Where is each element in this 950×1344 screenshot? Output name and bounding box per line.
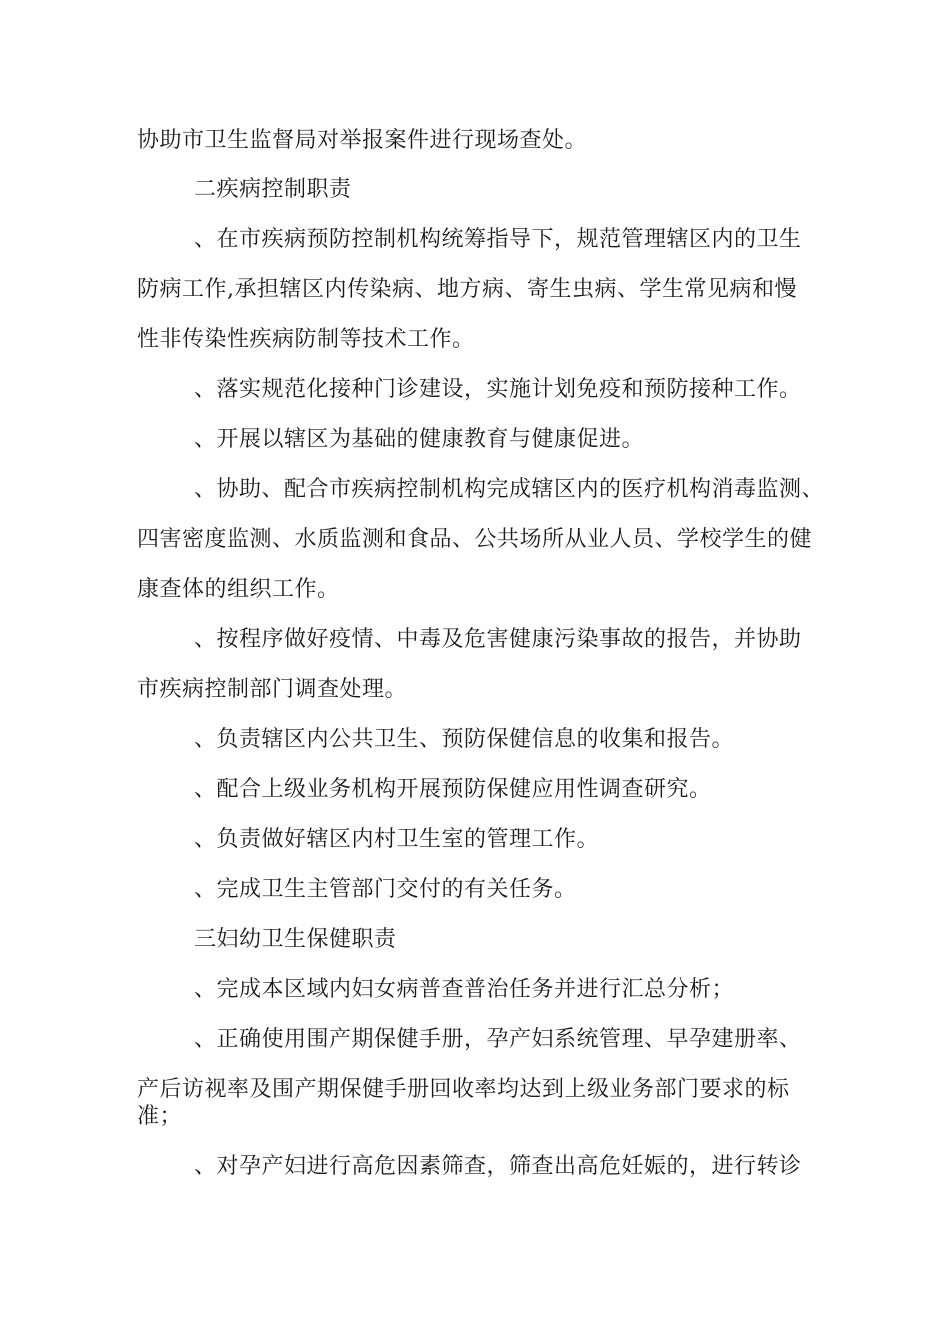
text-line: 四害密度监测、水质监测和食品、公共场所从业人员、学校学生的健	[137, 527, 813, 552]
text-line: 、落实规范化接种门诊建设，实施计划免疫和预防接种工作。	[194, 377, 802, 402]
text-line: 、按程序做好疫情、中毒及危害健康污染事故的报告，并协助	[194, 627, 802, 652]
text-line: 、负责做好辖区内村卫生室的管理工作。	[194, 827, 600, 852]
section-heading: 二疾病控制职责	[194, 177, 352, 202]
text-line: 产后访视率及围产期保健手册回收率均达到上级业务部门要求的标	[137, 1077, 790, 1102]
text-line: 、配合上级业务机构开展预防保健应用性调查研究。	[194, 777, 712, 802]
text-line: 市疾病控制部门调查处理。	[137, 677, 408, 702]
text-line: 、协助、配合市疾病控制机构完成辖区内的医疗机构消毒监测、	[194, 477, 825, 502]
text-line: 、完成本区域内妇女病普查普治任务并进行汇总分析；	[194, 977, 735, 1002]
text-line: 防病工作,承担辖区内传染病、地方病、寄生虫病、学生常见病和慢	[137, 277, 797, 302]
text-line: 、完成卫生主管部门交付的有关任务。	[194, 877, 577, 902]
text-line: 、对孕产妇进行高危因素筛查，筛查出高危妊娠的，进行转诊	[194, 1154, 802, 1179]
section-heading: 三妇幼卫生保健职责	[194, 927, 397, 952]
text-line: 准；	[137, 1104, 183, 1129]
text-line: 、在市疾病预防控制机构统筹指导下，规范管理辖区内的卫生	[194, 227, 802, 252]
text-line: 性非传染性疾病防制等技术工作。	[137, 327, 475, 352]
text-line: 、负责辖区内公共卫生、预防保健信息的收集和报告。	[194, 727, 735, 752]
text-line: 、正确使用围产期保健手册，孕产妇系统管理、早孕建册率、	[194, 1027, 802, 1052]
text-line: 协助市卫生监督局对举报案件进行现场查处。	[137, 128, 588, 153]
text-line: 康查体的组织工作。	[137, 577, 340, 602]
text-line: 、开展以辖区为基础的健康教育与健康促进。	[194, 427, 645, 452]
